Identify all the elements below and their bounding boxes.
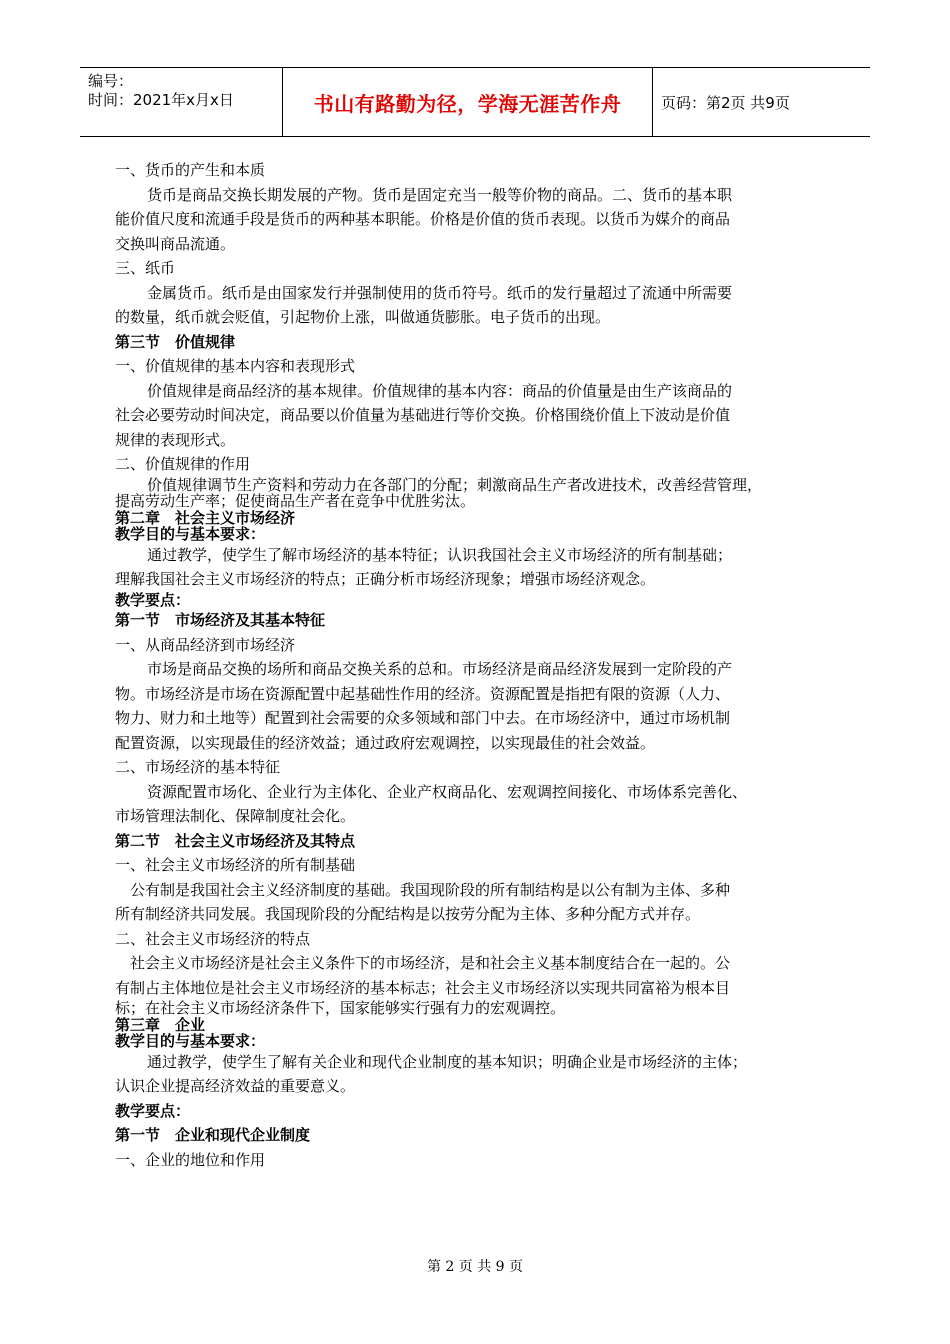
paragraph-line: 规律的表现形式。 (115, 430, 236, 449)
document-number: 编号： (88, 72, 134, 90)
section-heading: 二、社会主义市场经济的特点 (115, 929, 311, 948)
section-heading: 一、货币的产生和本质 (115, 161, 266, 179)
chapter-section-title: 第一节 市场经济及其基本特征 (115, 611, 326, 629)
teaching-goals-heading: 教学目的与基本要求： (115, 526, 266, 543)
section-heading: 二、价值规律的作用 (115, 455, 251, 473)
chapter-section-title: 第三节 价值规律 (115, 332, 236, 351)
section-heading: 一、价值规律的基本内容和表现形式 (115, 357, 356, 375)
section-heading: 一、企业的地位和作用 (115, 1150, 266, 1169)
paragraph-line: 市场是商品交换的场所和商品交换关系的总和。市场经济是商品经济发展到一定阶段的产 (147, 660, 733, 678)
paragraph-line: 市场管理法制化、保障制度社会化。 (115, 807, 356, 825)
chapter-section-title: 第一节 企业和现代企业制度 (115, 1126, 311, 1144)
paragraph-line: 价值规律调节生产资料和劳动力在各部门的分配；刺激商品生产者改进技术，改善经营管理， (147, 476, 763, 493)
header-motto: 书山有路勤为径，学海无涯苦作舟 (313, 91, 622, 116)
section-heading: 一、社会主义市场经济的所有制基础 (115, 856, 356, 874)
page-header (80, 67, 870, 137)
paragraph-line: 资源配置市场化、企业行为主体化、企业产权商品化、宏观调控间接化、市场体系完善化、 (147, 782, 748, 801)
document-time: 时间：2021年x月x日 (88, 91, 234, 109)
header-page-number: 页码：第2页 共9页 (661, 93, 790, 112)
paragraph-line: 通过教学，使学生了解有关企业和现代企业制度的基本知识；明确企业是市场经济的主体； (147, 1052, 748, 1071)
chapter-section-title: 第二节 社会主义市场经济及其特点 (115, 831, 356, 850)
document-body (115, 158, 835, 1172)
chapter-title: 第三章 企业 (115, 1016, 206, 1033)
page-footer: 第 2 页 共 9 页 (426, 1259, 524, 1275)
paragraph-line: 金属货币。纸币是由国家发行并强制使用的货币符号。纸币的发行量超过了流通中所需要 (147, 283, 733, 302)
paragraph-line: 公有制是我国社会主义经济制度的基础。我国现阶段的所有制结构是以公有制为主体、多种 (130, 880, 731, 899)
paragraph-line: 提高劳动生产率；促使商品生产者在竞争中优胜劣汰。 (115, 493, 476, 510)
paragraph-line: 交换叫商品流通。 (115, 234, 236, 253)
teaching-points-heading: 教学要点： (115, 591, 191, 608)
paragraph-line: 能价值尺度和流通手段是货币的两种基本职能。价格是价值的货币表现。以货币为媒介的商品 (115, 210, 731, 228)
paragraph-line: 有制占主体地位是社会主义市场经济的基本标志；社会主义市场经济以实现共同富裕为根本目 (115, 978, 731, 997)
section-heading: 二、市场经济的基本特征 (115, 758, 281, 776)
paragraph-line: 货币是商品交换长期发展的产物。货币是固定充当一般等价物的商品。二、货币的基本职 (147, 185, 733, 204)
paragraph-line: 物力、财力和土地等）配置到社会需要的众多领域和部门中去。在市场经济中，通过市场机制 (115, 709, 731, 727)
teaching-points-heading: 教学要点： (115, 1101, 191, 1120)
header-right-cell (653, 68, 870, 136)
paragraph-line: 社会主义市场经济是社会主义条件下的市场经济，是和社会主义基本制度结合在一起的。公 (130, 954, 731, 972)
paragraph-line: 价值规律是商品经济的基本规律。价值规律的基本内容：商品的价值量是由生产该商品的 (147, 381, 733, 400)
paragraph-line: 物。市场经济是市场在资源配置中起基础性作用的经济。资源配置是指把有限的资源（人力、 (115, 684, 731, 703)
teaching-goals-heading: 教学目的与基本要求： (115, 1033, 266, 1050)
header-middle-cell (282, 68, 653, 136)
paragraph-line: 配置资源，以实现最佳的经济效益；通过政府宏观调控，以实现最佳的社会效益。 (115, 733, 656, 752)
section-heading: 一、从商品经济到市场经济 (115, 635, 296, 654)
paragraph-line: 的数量，纸币就会贬值，引起物价上涨，叫做通货膨胀。电子货币的出现。 (115, 308, 611, 326)
paragraph-line: 社会必要劳动时间决定，商品要以价值量为基础进行等价交换。价格围绕价值上下波动是价值 (115, 406, 731, 424)
paragraph-line: 认识企业提高经济效益的重要意义。 (115, 1077, 356, 1095)
header-left-cell (80, 68, 282, 136)
paragraph-line: 理解我国社会主义市场经济的特点；正确分析市场经济现象；增强市场经济观念。 (115, 570, 656, 588)
paragraph-line: 所有制经济共同发展。我国现阶段的分配结构是以按劳分配为主体、多种分配方式并存。 (115, 905, 701, 923)
paragraph-line: 标；在社会主义市场经济条件下，国家能够实行强有力的宏观调控。 (115, 1000, 566, 1017)
section-heading: 三、纸币 (115, 259, 176, 277)
paragraph-line: 通过教学，使学生了解市场经济的基本特征；认识我国社会主义市场经济的所有制基础； (147, 545, 733, 564)
chapter-title: 第二章 社会主义市场经济 (115, 509, 296, 526)
